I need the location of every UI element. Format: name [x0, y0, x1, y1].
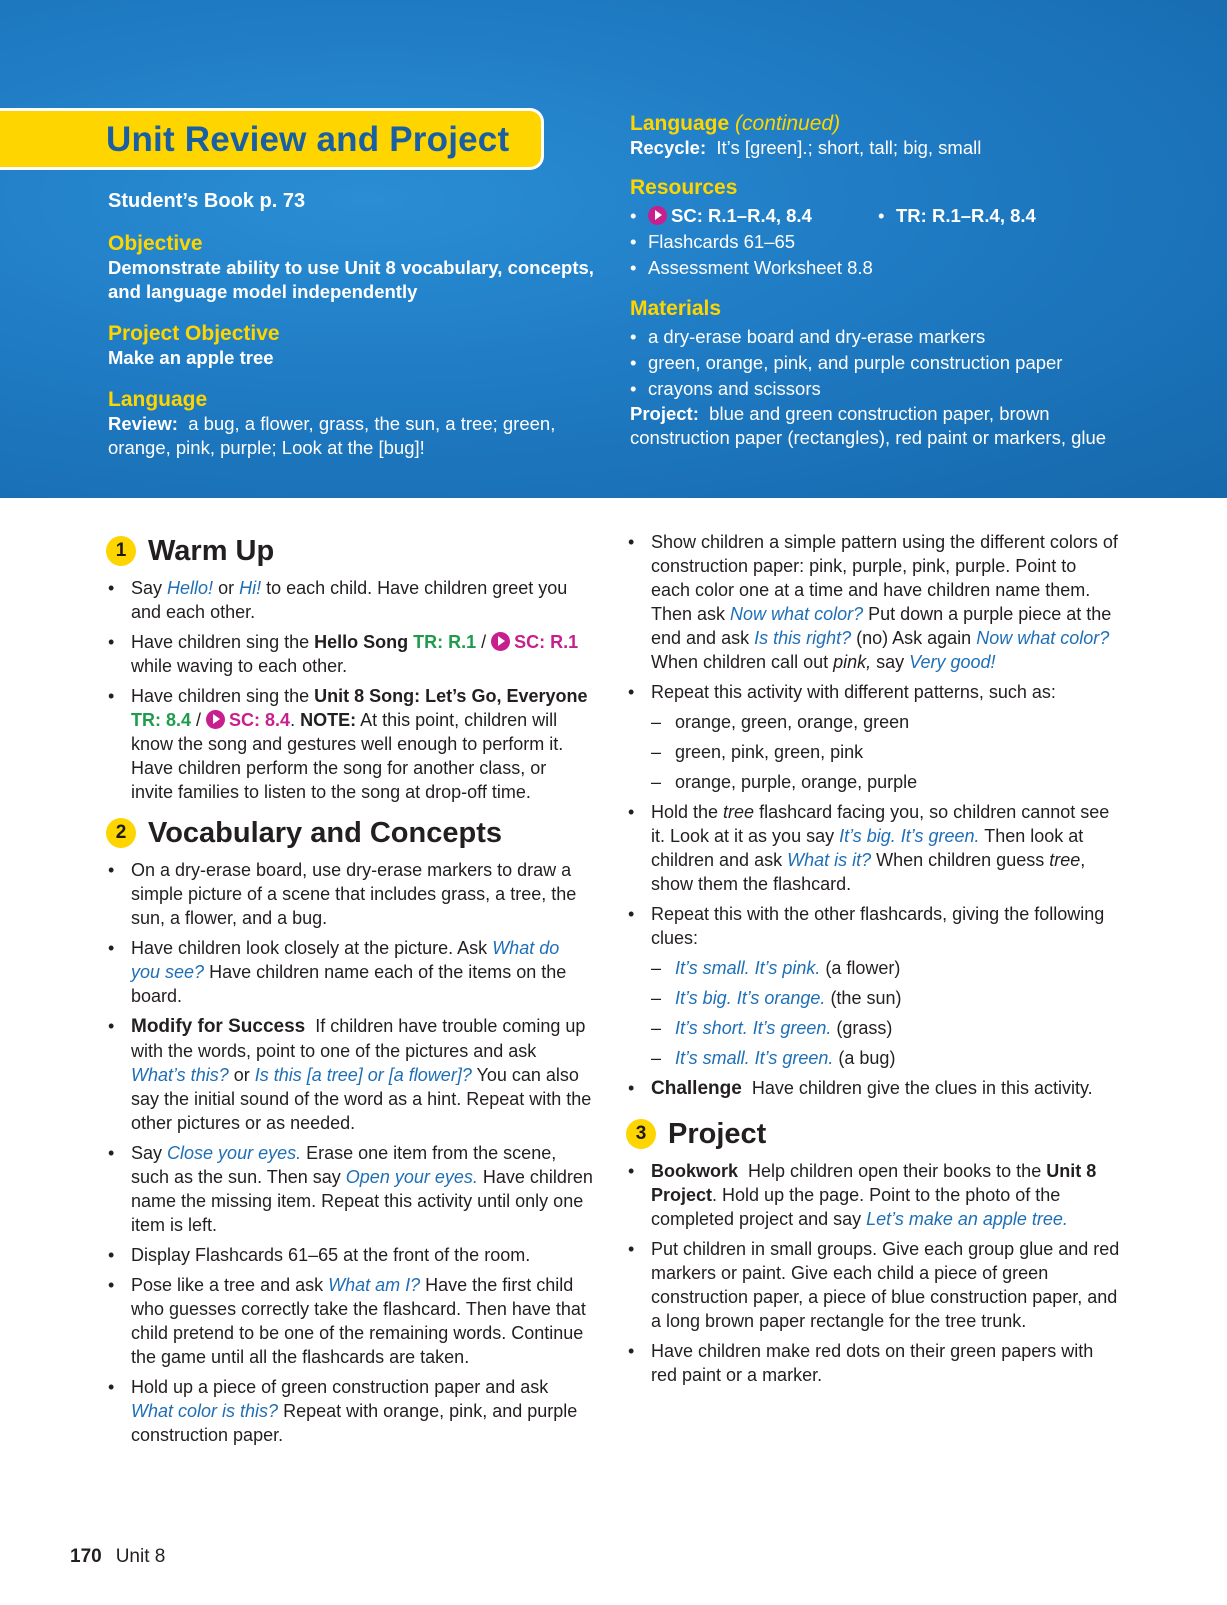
list-item: • Hold up a piece of green construction paper and ask What color is this? Repeat with orange, pink, and purple construction paper.	[108, 1375, 593, 1447]
list-item: • Challenge Have children give the clues in this activity.	[628, 1076, 1120, 1101]
body-right-column	[628, 530, 1120, 1393]
section-title: Project	[668, 1118, 767, 1150]
list-item: – orange, green, orange, green	[628, 710, 1120, 734]
language-continued-heading: Language (continued)	[630, 112, 841, 135]
list-item: • Have children sing the Hello Song TR: R.1 / SC: R.1 while waving to each other.	[108, 630, 593, 678]
list-item: • Hold the tree flashcard facing you, so children cannot see it. Look at it as you say It’s big. It’s green. Then look at children and ask What is it? When children guess tree, show them the flashcard.	[628, 800, 1120, 896]
list-item: • Repeat this with the other flashcards, giving the following clues:	[628, 902, 1120, 950]
list-item: • Say Hello! or Hi! to each child. Have children greet you and each other.	[108, 576, 593, 624]
list-item: • Display Flashcards 61–65 at the front of the room.	[108, 1243, 593, 1267]
project-objective-heading: Project Objective	[108, 322, 280, 345]
list-item: • Have children sing the Unit 8 Song: Let’s Go, Everyone TR: 8.4 / SC: 8.4. NOTE: At this point, children will know the song and gestures well enough to perform it. Have children perform the song for another class, or invite families to listen to the song at drop-off time.	[108, 684, 593, 804]
list-item: – It’s small. It’s pink. (a flower)	[628, 956, 1120, 980]
pattern-list	[628, 710, 1120, 794]
resource-item: • Flashcards 61–65	[630, 229, 1150, 255]
list-item: • Put children in small groups. Give each group glue and red markers or paint. Give each child a piece of green construction paper, a piece of blue construction paper, and a long brown paper rectangle for the tree trunk.	[628, 1237, 1120, 1333]
list-item: – It’s big. It’s orange. (the sun)	[628, 986, 1120, 1010]
material-item: • green, orange, pink, and purple construction paper	[630, 350, 1150, 376]
unit-label: Unit 8	[115, 1546, 166, 1567]
list-item: • Show children a simple pattern using the different colors of construction paper: pink, purple, pink, purple. Point to each color one at a time and have children name them. Then ask Now what color? Put down a purple piece at the end and ask Is this right? (no) Ask again Now what color? When children call out pink, say Very good!	[628, 530, 1120, 674]
vocabulary-list	[108, 858, 593, 1447]
list-item: • Modify for Success If children have trouble coming up with the words, point to one of the pictures and ask What’s this? or Is this [a tree] or [a flower]? You can also say the initial sound of the word as a hint. Repeat with the other pictures or as needed.	[108, 1014, 593, 1135]
language-heading: Language	[108, 388, 208, 411]
resource-sc: • SC: R.1–R.4, 8.4	[630, 203, 878, 229]
project-list	[628, 1159, 1120, 1387]
banner-left-column	[108, 190, 598, 460]
section-project	[626, 1119, 1120, 1149]
list-item: • Bookwork Help children open their books to the Unit 8 Project. Hold up the page. Point to the photo of the completed project and say Let’s make an apple tree.	[628, 1159, 1120, 1231]
section-vocabulary	[106, 818, 593, 848]
students-book-ref: Student’s Book p. 73	[108, 190, 306, 212]
body-left-column	[108, 530, 593, 1453]
page-number: 170	[70, 1546, 102, 1567]
vocabulary-list-continued	[628, 530, 1120, 704]
list-item: • Have children look closely at the picture. Ask What do you see? Have children name each of the items on the board.	[108, 936, 593, 1008]
play-icon	[648, 206, 667, 225]
section-title: Warm Up	[148, 535, 275, 567]
section-title: Vocabulary and Concepts	[148, 817, 502, 849]
banner-right-column	[630, 111, 1150, 450]
page-title: Unit Review and Project	[106, 120, 510, 159]
list-item: • Say Close your eyes. Erase one item from the scene, such as the sun. Then say Open your eyes. Have children name the missing item. Repeat this activity until only one item is left.	[108, 1141, 593, 1237]
language-recycle: Recycle: It’s [green].; short, tall; big, small	[630, 137, 982, 158]
clues-list	[628, 956, 1120, 1070]
resources-heading: Resources	[630, 176, 738, 199]
section-warm-up	[106, 536, 593, 566]
objective-text: Demonstrate ability to use Unit 8 vocabulary, concepts, and language model independently	[108, 257, 594, 302]
section-number: 3	[626, 1119, 656, 1149]
warm-up-list	[108, 576, 593, 804]
challenge-list	[628, 1076, 1120, 1101]
vocabulary-list-continued-2	[628, 800, 1120, 950]
play-icon	[491, 632, 510, 651]
list-item: • Have children make red dots on their green papers with red paint or a marker.	[628, 1339, 1120, 1387]
list-item: – green, pink, green, pink	[628, 740, 1120, 764]
language-review: Review: a bug, a flower, grass, the sun, a tree; green, orange, pink, purple; Look at the [bug]!	[108, 413, 556, 458]
list-item: • Repeat this activity with different patterns, such as:	[628, 680, 1120, 704]
list-item: – It’s small. It’s green. (a bug)	[628, 1046, 1120, 1070]
materials-list	[630, 324, 1150, 402]
resources-list	[630, 203, 1150, 281]
material-item: • crayons and scissors	[630, 376, 1150, 402]
material-item: • a dry-erase board and dry-erase markers	[630, 324, 1150, 350]
project-objective-text: Make an apple tree	[108, 347, 274, 368]
page-footer	[70, 1546, 165, 1568]
section-number: 1	[106, 536, 136, 566]
list-item: – It’s short. It’s green. (grass)	[628, 1016, 1120, 1040]
materials-project: Project: blue and green construction paper, brown construction paper (rectangles), red paint or markers, glue	[630, 403, 1107, 448]
objective-heading: Objective	[108, 232, 203, 255]
resource-tr: • TR: R.1–R.4, 8.4	[878, 203, 1036, 229]
list-item: • On a dry-erase board, use dry-erase markers to draw a simple picture of a scene that includes grass, a tree, the sun, a flower, and a bug.	[108, 858, 593, 930]
list-item: • Pose like a tree and ask What am I? Have the first child who guesses correctly take the flashcard. Then have that child pretend to be one of the remaining words. Continue the game until all the flashcards are taken.	[108, 1273, 593, 1369]
materials-heading: Materials	[630, 297, 722, 320]
play-icon	[206, 710, 225, 729]
resource-item: • Assessment Worksheet 8.8	[630, 255, 1150, 281]
section-number: 2	[106, 818, 136, 848]
list-item: – orange, purple, orange, purple	[628, 770, 1120, 794]
title-bar	[0, 108, 544, 170]
